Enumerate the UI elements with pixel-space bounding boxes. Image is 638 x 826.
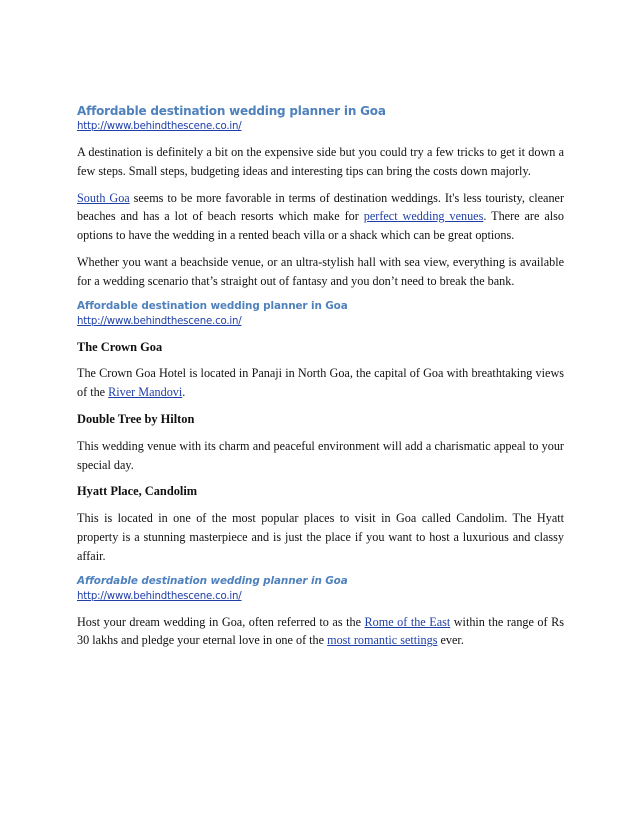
rome-of-east-link[interactable]: Rome of the East <box>364 614 451 629</box>
venue-title-crown-goa: The Crown Goa <box>77 339 163 354</box>
south-goa-text-b: . There are also options to have the wedding in a rented beach villa or a shack which can be great options. <box>77 209 564 243</box>
closing-text-a: Host your dream wedding in Goa, often referred to as the <box>77 614 365 629</box>
hyatt-paragraph: This is located in one of the most popular places to visit in Goa called Candolim. The Hyatt property is a stunning masterpiece and is just the place if you want to host a luxurious and classy affair. <box>77 511 564 563</box>
venue-title-double-tree: Double Tree by Hilton <box>77 411 195 426</box>
intro-paragraph: A destination is definitely a bit on the expensive side but you could try a few tricks to get it down a few steps. Small steps, budgeting ideas and interesting tips can bring the costs down majorly. <box>77 145 564 178</box>
venue-options-paragraph: Whether you want a beachside venue, or an ultra-stylish hall with sea view, everything is available for a wedding scenario that’s straight out of fantasy and you don’t need to break the bank. <box>77 254 564 288</box>
wedding-venues-link[interactable]: perfect wedding venues <box>363 209 484 224</box>
crown-goa-text-b: . <box>182 385 186 400</box>
south-goa-paragraph <box>77 189 564 245</box>
south-goa-link[interactable]: South Goa <box>77 190 130 205</box>
website-link-3[interactable]: http://www.behindthescene.co.in/ <box>77 590 242 602</box>
sub-heading-1: Affordable destination wedding planner in Goa <box>77 299 348 312</box>
closing-paragraph <box>77 613 564 651</box>
website-link-2[interactable]: http://www.behindthescene.co.in/ <box>77 315 242 327</box>
sub-heading-2: Affordable destination wedding planner in Goa <box>77 574 348 587</box>
river-mandovi-link[interactable]: River Mandovi <box>108 385 183 400</box>
south-goa-text-a: seems to be more favorable in terms of destination weddings. It's less touristy, cleaner beaches and has a lot of beach resorts which make for <box>77 190 565 224</box>
closing-text-b: within the range of Rs 30 lakhs and pledge your eternal love in one of the <box>77 614 564 648</box>
website-link-1[interactable]: http://www.behindthescene.co.in/ <box>77 121 242 132</box>
venue-title-hyatt: Hyatt Place, Candolim <box>77 484 198 499</box>
document-page <box>77 103 564 650</box>
closing-text-c: ever. <box>437 633 464 648</box>
romantic-settings-link[interactable]: most romantic settings <box>327 633 438 648</box>
main-heading: Affordable destination wedding planner in Goa <box>77 104 386 118</box>
crown-goa-text-a: The Crown Goa Hotel is located in Panaji in North Goa, the capital of Goa with breathtaking views of the <box>77 366 564 400</box>
crown-goa-paragraph <box>77 364 564 402</box>
double-tree-paragraph: This wedding venue with its charm and peaceful environment will add a charismatic appeal to your special day. <box>77 438 564 472</box>
